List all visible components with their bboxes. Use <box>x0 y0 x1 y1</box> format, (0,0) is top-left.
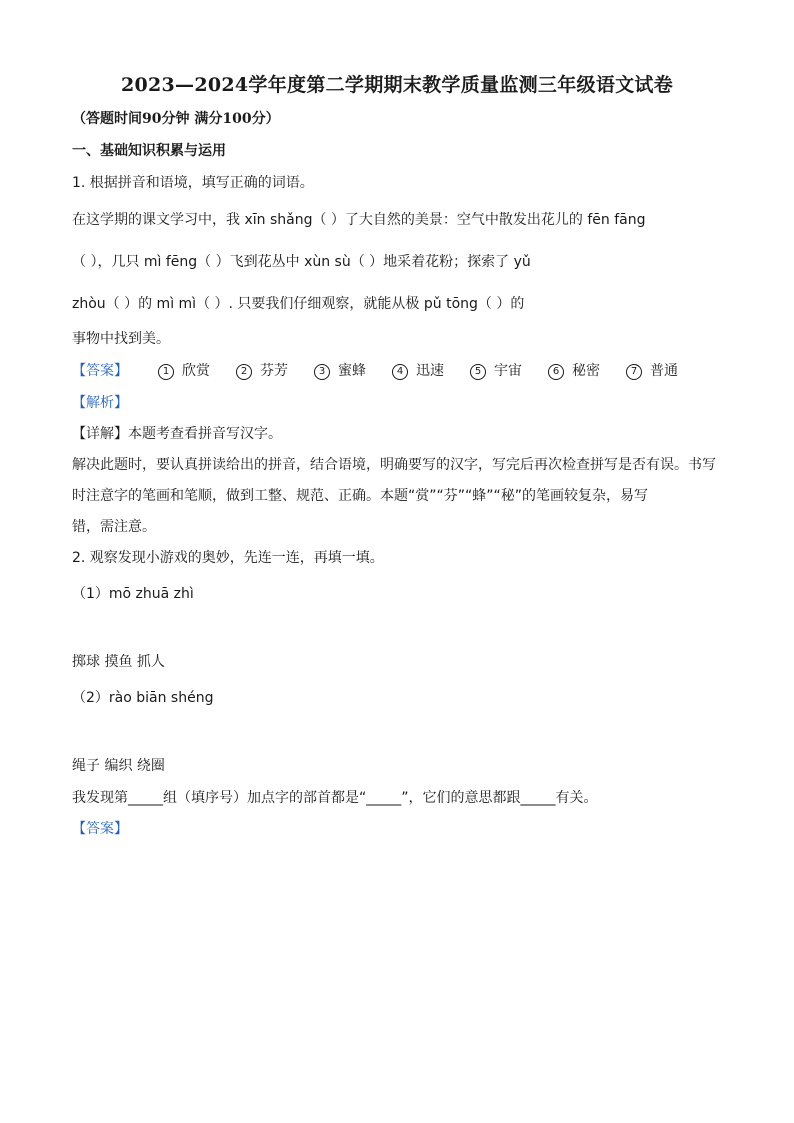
q1-text-line-2: （ ），几只 mì fēng（ ）飞到花丛中 xùn sù（ ）地采着花粉；探索了 yǔ <box>72 254 531 270</box>
answer-word: 迅速 <box>416 363 444 379</box>
exam-subtitle: （答题时间90分钟 满分100分） <box>72 111 280 127</box>
answer-number: 7 <box>626 364 642 380</box>
analysis-tag: 【解析】 <box>72 395 128 411</box>
q2-group2-words: 绳子 编织 绕圈 <box>72 758 165 774</box>
page-title: 2023—2024学年度第二学期期末教学质量监测三年级语文试卷 <box>120 74 674 96</box>
detail-line-4: 错，需注意。 <box>72 519 156 535</box>
answer-tag: 【答案】 <box>72 363 128 379</box>
answer-number: 3 <box>314 364 330 380</box>
answer-item <box>314 363 366 379</box>
answer-word: 宇宙 <box>494 363 522 379</box>
answer-list <box>158 360 704 380</box>
q2-group1-pinyin: （1）mō zhuā zhì <box>72 586 194 602</box>
answer-word: 秘密 <box>572 363 600 379</box>
answer-number: 6 <box>548 364 564 380</box>
detail-line-2: 解决此题时，要认真拼读给出的拼音，结合语境，明确要写的汉字，写完后再次检查拼写是否有误。书写 <box>72 457 716 473</box>
q1-text-line-1: 在这学期的课文学习中，我 xīn shǎng（ ）了大自然的美景：空气中散发出花儿的 fēn fāng <box>72 212 646 228</box>
answer-word: 普通 <box>650 363 678 379</box>
answer-number: 1 <box>158 364 174 380</box>
answer-item <box>470 363 522 379</box>
detail-line-1: 【详解】本题考查看拼音写汉字。 <box>72 426 282 442</box>
answer-number: 4 <box>392 364 408 380</box>
q1-text-line-4: 事物中找到美。 <box>72 331 170 347</box>
detail-line-3: 时注意字的笔画和笔顺，做到工整、规范、正确。本题“赏”“芬”“蜂”“秘”的笔画较复杂，易写 <box>72 488 649 504</box>
q1-text-line-3: zhòu（ ）的 mì mì（ ）. 只要我们仔细观察，就能从极 pǔ tōng（ ）的 <box>72 296 525 312</box>
section-heading: 一、基础知识积累与运用 <box>72 143 226 159</box>
answer-word: 蜜蜂 <box>338 363 366 379</box>
answer-item <box>392 363 444 379</box>
q1-prompt: 1. 根据拼音和语境，填写正确的词语。 <box>72 175 314 191</box>
q2-group2-pinyin: （2）rào biān shéng <box>72 690 214 706</box>
answer-number: 5 <box>470 364 486 380</box>
q2-fill-sentence: 我发现第_____组（填序号）加点字的部首都是“_____”，它们的意思都跟_____有关。 <box>72 790 598 806</box>
q2-group1-words: 掷球 摸鱼 抓人 <box>72 654 165 670</box>
answer-word: 芬芳 <box>260 363 288 379</box>
answer-item <box>626 363 678 379</box>
answer-word: 欣赏 <box>182 363 210 379</box>
answer-item <box>158 363 210 379</box>
answer-item <box>236 363 288 379</box>
q2-answer-tag: 【答案】 <box>72 821 128 837</box>
answer-item <box>548 363 600 379</box>
answer-number: 2 <box>236 364 252 380</box>
q2-prompt: 2. 观察发现小游戏的奥妙，先连一连，再填一填。 <box>72 550 384 566</box>
